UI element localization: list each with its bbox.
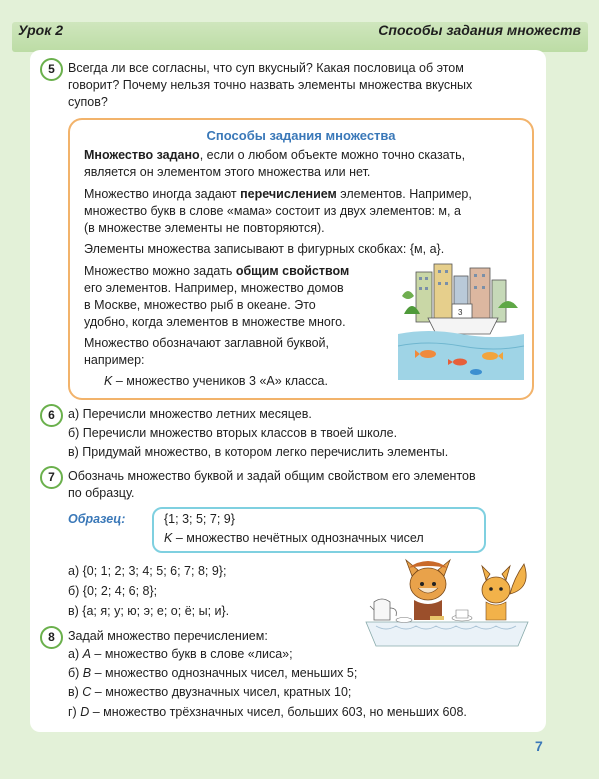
city-river-illustration bbox=[398, 262, 524, 380]
rule-p1-line1 bbox=[84, 147, 465, 164]
task6-a: а) Перечисли множество летних месяцев. bbox=[68, 407, 312, 421]
sample-set: {1; 3; 5; 7; 9} bbox=[164, 512, 235, 526]
rule-p2-end: элементов. Например, bbox=[336, 187, 472, 201]
task-number-6: 6 bbox=[40, 404, 63, 427]
rule-p4-line1 bbox=[84, 263, 349, 280]
task7-line2: по образцу. bbox=[68, 486, 135, 500]
task5-line1: Всегда ли все согласны, что суп вкусный? Какая пословица об этом bbox=[68, 61, 464, 75]
task8-d-letter: D bbox=[80, 705, 90, 719]
rule-p1-rest: , если о любом объекте можно точно сказать, bbox=[199, 148, 466, 162]
rule-p6-letter: K bbox=[104, 374, 113, 388]
page-topic: Способы задания множеств bbox=[378, 22, 581, 38]
page-number: 7 bbox=[535, 738, 543, 754]
task8-a-letter: A bbox=[82, 647, 91, 661]
task8-line1: Задай множество перечислением: bbox=[68, 629, 268, 643]
rule-p6-rest: – множество учеников 3 «А» класса. bbox=[112, 374, 328, 388]
task8-b-pre: б) bbox=[68, 666, 83, 680]
rule-p4-bold: общим свойством bbox=[235, 264, 350, 278]
rule-p4-start: Множество можно задать bbox=[84, 264, 236, 278]
sample-letter: K bbox=[164, 531, 173, 545]
task7-c: в) {а; я; у; ю; э; е; о; ё; ы; и}. bbox=[68, 604, 230, 618]
task8-b-rest: – множество однозначных чисел, меньших 5; bbox=[91, 666, 358, 680]
task7-b: б) {0; 2; 4; 6; 8}; bbox=[68, 584, 158, 598]
task8-a-pre: а) bbox=[68, 647, 83, 661]
task8-b bbox=[68, 665, 357, 682]
rule-p2-line2: множество букв в слове «мама» состоит из двух элементов: м, а bbox=[84, 204, 461, 218]
task5-line3: супов? bbox=[68, 95, 108, 109]
rule-p6 bbox=[104, 373, 328, 390]
task7-line1: Обозначь множество буквой и задай общим свойством его элементов bbox=[68, 469, 476, 483]
task8-d-pre: г) bbox=[68, 705, 81, 719]
sample-description bbox=[164, 530, 424, 547]
task8-d-rest: – множество трёхзначных чисел, больших 603, но меньших 608. bbox=[89, 705, 467, 719]
task6-b: б) Перечисли множество вторых классов в твоей школе. bbox=[68, 426, 398, 440]
tea-party-illustration bbox=[362, 554, 532, 650]
task8-c-rest: – множество двузначных чисел, кратных 10; bbox=[91, 685, 352, 699]
rule-p4-line4: удобно, когда элементов в множестве много. bbox=[84, 315, 346, 329]
rule-p5-line1: Множество обозначают заглавной буквой, bbox=[84, 336, 330, 350]
task7-a: а) {0; 1; 2; 3; 4; 5; 6; 7; 8; 9}; bbox=[68, 564, 227, 578]
rule-box-title: Способы задания множества bbox=[206, 128, 396, 143]
rule-p2-line3: (в множестве элементы не повторяются). bbox=[84, 221, 325, 235]
rule-p1-line2: является он элементом этого множества или нет. bbox=[84, 165, 371, 179]
sample-rest: – множество нечётных однозначных чисел bbox=[172, 531, 424, 545]
rule-p4-line2: его элементов. Например, множество домов bbox=[84, 281, 344, 295]
task5-line2: говорит? Почему нельзя точно назвать элементы множества вкусных bbox=[68, 78, 473, 92]
rule-p2-line1 bbox=[84, 186, 472, 203]
sample-label: Образец: bbox=[68, 512, 126, 526]
rule-p5-line2: например: bbox=[84, 353, 145, 367]
task8-b-letter: B bbox=[82, 666, 92, 680]
task8-d bbox=[68, 704, 467, 721]
rule-p2-bold: перечислением bbox=[240, 187, 337, 201]
rule-p2-start: Множество иногда задают bbox=[84, 187, 241, 201]
task-number-8: 8 bbox=[40, 626, 63, 649]
task-number-5: 5 bbox=[40, 58, 63, 81]
task8-a-rest: – множество букв в слове «лиса»; bbox=[90, 647, 293, 661]
task8-c bbox=[68, 684, 351, 701]
task8-a bbox=[68, 646, 293, 663]
task-number-7: 7 bbox=[40, 466, 63, 489]
svg-text:3: 3 bbox=[458, 308, 463, 317]
task8-c-pre: в) bbox=[68, 685, 83, 699]
rule-p1-bold: Множество задано bbox=[84, 148, 200, 162]
task6-c: в) Придумай множество, в котором легко перечислить элементы. bbox=[68, 445, 449, 459]
rule-p4-line3: в Москве, множество рыб в океане. Это bbox=[84, 298, 316, 312]
rule-p3: Элементы множества записывают в фигурных скобках: {м, а}. bbox=[84, 242, 445, 256]
lesson-label: Урок 2 bbox=[18, 22, 64, 38]
task8-c-letter: C bbox=[82, 685, 92, 699]
